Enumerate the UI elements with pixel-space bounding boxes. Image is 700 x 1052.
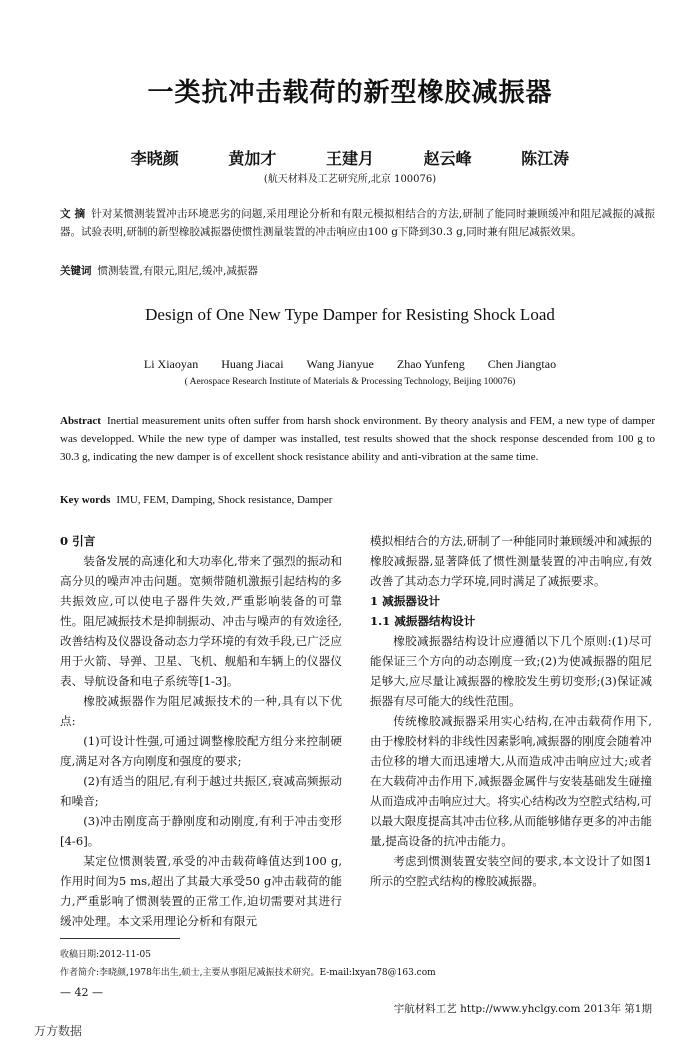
paragraph: (3)冲击刚度高于静刚度和动刚度,有利于冲击变形[4-6]。 bbox=[60, 814, 342, 848]
footnote bbox=[60, 946, 655, 982]
abstract-cn bbox=[60, 205, 655, 241]
paragraph: (2)有适当的阻尼,有利于越过共振区,衰减高频振动和噪音; bbox=[60, 774, 342, 808]
keywords-en bbox=[60, 491, 655, 509]
keywords-en-text: IMU, FEM, Damping, Shock resistance, Damper bbox=[116, 494, 333, 506]
footnote-author-bio: 作者简介:李晓颜,1978年出生,硕士,主要从事阻尼减振技术研究。E-mail:lxyan78@163.com bbox=[60, 968, 436, 978]
author-list-cn bbox=[0, 146, 700, 169]
abstract-en bbox=[60, 412, 655, 466]
author-en: Li Xiaoyan bbox=[143, 357, 199, 371]
author-cn: 王建月 bbox=[325, 149, 374, 168]
affiliation-en: ( Aerospace Research Institute of Materials & Processing Technology, Beijing 100076) bbox=[184, 377, 516, 387]
author-en: Chen Jiangtao bbox=[487, 357, 557, 371]
subsection-heading-structure: 1.1 减振器结构设计 bbox=[370, 614, 476, 628]
body-right-column bbox=[370, 531, 652, 891]
affiliation-cn: (航天材料及工艺研究所,北京 100076) bbox=[263, 174, 437, 185]
footnote-received-date: 收稿日期:2012-11-05 bbox=[60, 950, 151, 960]
keywords-cn-text: 惯测装置,有限元,阻尼,缓冲,减振器 bbox=[97, 265, 258, 277]
abstract-cn-text: 针对某惯测装置冲击环境恶劣的问题,采用理论分析和有限元模拟相结合的方法,研制了能同时兼顾缓冲和阻尼减振的减振器。试验表明,研制的新型橡胶减振器使惯性测量装置的冲击响应由100 g下降到30.3 g,同时兼有阻尼减振效果。 bbox=[60, 208, 655, 238]
paragraph: 某定位惯测装置,承受的冲击载荷峰值达到100 g,作用时间为5 ms,超出了其最大承受50 g冲击载荷的能力,严重影响了惯测装置的正常工作,迫切需要对其进行缓冲处理。本文采用理论分析和有限元 bbox=[60, 854, 342, 928]
author-en: Zhao Yunfeng bbox=[396, 357, 465, 371]
paragraph: 模拟相结合的方法,研制了一种能同时兼顾缓冲和减振的橡胶减振器,显著降低了惯性测量装置的冲击响应,有效改善了其动态力学环境,同时满足了减振要求。 bbox=[370, 534, 652, 588]
abstract-en-text: Inertial measurement units often suffer from harsh shock environment. By theory analysis and FEM, a new type of damper was developped. While the new type of damper was installed, test results showed that the shock response descended from 100 g to 30.3 g, indicating the new damper is of excellent shock resistance ability and anti-vibration at the same time. bbox=[60, 415, 655, 463]
abstract-en-label: Abstract bbox=[60, 415, 101, 427]
section-heading-intro: 0 引言 bbox=[60, 534, 96, 548]
keywords-cn-label: 关键词 bbox=[60, 265, 92, 277]
paragraph: 传统橡胶减振器采用实心结构,在冲击载荷作用下,由于橡胶材料的非线性因素影响,减振器的刚度会随着冲击位移的增大而迅速增大,从而造成冲击响应过大;或者在大载荷冲击作用下,减振器金属件与安装基础发生碰撞从而造成冲击响应过大。将实心结构改为空腔式结构,可以最大限度提高其冲击位移,从而能够储存更多的冲击能量,提高设备的抗冲击能力。 bbox=[370, 714, 652, 848]
section-heading-design: 1 减振器设计 bbox=[370, 594, 441, 608]
author-en: Wang Jianyue bbox=[306, 357, 374, 371]
keywords-cn bbox=[60, 262, 655, 280]
author-cn: 李晓颜 bbox=[130, 149, 179, 168]
author-cn: 陈江涛 bbox=[521, 149, 570, 168]
author-en: Huang Jiacai bbox=[221, 357, 284, 371]
author-list-en bbox=[0, 357, 700, 372]
author-cn: 赵云峰 bbox=[423, 149, 472, 168]
page-number: — 42 — bbox=[60, 986, 103, 999]
watermark: 万方数据 bbox=[34, 1024, 83, 1038]
paragraph: (1)可设计性强,可通过调整橡胶配方组分来控制硬度,满足对各方向刚度和强度的要求; bbox=[60, 734, 342, 768]
paragraph: 装备发展的高速化和大功率化,带来了强烈的振动和高分贝的噪声冲击问题。宽频带随机激振引起结构的多共振效应,可以使电子器件失效,严重影响装备的可靠性。阻尼减振技术是抑制振动、冲击与噪声的有效途径,改善结构及仪器设备动态力学环境的有效手段,已广泛应用于火箭、导弹、卫星、飞机、舰船和车辆上的仪器仪表、导航设备和电子系统等[1-3]。 bbox=[60, 554, 342, 688]
paragraph: 橡胶减振器作为阻尼减振技术的一种,具有以下优点: bbox=[60, 694, 342, 728]
body-left-column bbox=[60, 531, 342, 931]
paper-title-cn: 一类抗冲击载荷的新型橡胶减振器 bbox=[147, 78, 553, 108]
paragraph: 考虑到惯测装置安装空间的要求,本文设计了如图1所示的空腔式结构的橡胶减振器。 bbox=[370, 854, 652, 888]
paper-title-en: Design of One New Type Damper for Resisting Shock Load bbox=[145, 305, 555, 324]
footnote-divider bbox=[60, 938, 180, 939]
abstract-cn-label: 文 摘 bbox=[60, 208, 86, 220]
author-cn: 黄加才 bbox=[228, 149, 277, 168]
journal-info: 宇航材料工艺 http://www.yhclgy.com 2013年 第1期 bbox=[393, 1003, 652, 1015]
keywords-en-label: Key words bbox=[60, 494, 111, 506]
paragraph: 橡胶减振器结构设计应遵循以下几个原则:(1)尽可能保证三个方向的动态刚度一致;(2)为使减振器的阻尼足够大,应尽量让减振器的橡胶发生剪切变形;(3)保证减振器有尽可能大的线性范围。 bbox=[370, 634, 652, 708]
